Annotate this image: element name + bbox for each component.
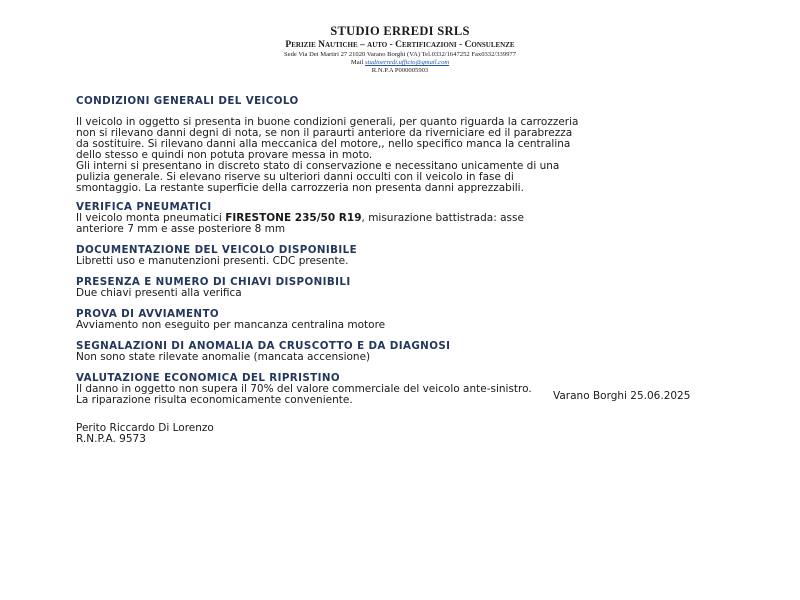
company-address: Sede Via Dei Martiri 27 21020 Varano Borghi (VA) Tel.0332/1647252 Fax0332/339977 [283, 51, 517, 58]
heading-anomalie: SEGNALAZIONI DI ANOMALIA DA CRUSCOTTO E DA DIAGNOSI [76, 340, 451, 352]
pneumatici-text [76, 213, 726, 235]
valutazione-line: La riparazione risulta economicamente conveniente. [76, 394, 353, 406]
signature-rnpa: R.N.P.A. 9573 [76, 433, 146, 445]
condizioni-line: Gli interni si presentano in discreto stato di conservazione e necessitano unicamente di una [76, 160, 560, 172]
anomalie-text: Non sono state rilevate anomalie (mancata accensione) [76, 351, 371, 363]
condizioni-line: dello stesso e quindi non potuta provare messa in moto. [76, 149, 373, 161]
condizioni-line: Il veicolo in oggetto si presenta in buone condizioni generali, per quanto riguarda la carrozzeria [76, 116, 579, 128]
letterhead [0, 24, 800, 75]
company-services: Perizie Nautiche – auto - Certificazioni - Consulenze [285, 40, 515, 50]
signature-name: Perito Riccardo Di Lorenzo [76, 422, 214, 434]
heading-condizioni: CONDIZIONI GENERALI DEL VEICOLO [76, 95, 299, 107]
report-body [76, 96, 726, 406]
mail-label: Mail [350, 59, 364, 66]
pneumatici-prefix: Il veicolo monta pneumatici [76, 212, 226, 224]
heading-avviamento: PROVA DI AVVIAMENTO [76, 308, 220, 320]
pneumatici-line: anteriore 7 mm e asse posteriore 8 mm [76, 223, 286, 235]
pneumatici-suffix: , misurazione battistrada: asse [361, 212, 524, 224]
condizioni-line: da sostituire. Si rilevano danni alla meccanica del motore,, nello specifico manca la centralina [76, 138, 571, 150]
documentazione-text: Libretti uso e manutenzioni presenti. CDC presente. [76, 255, 349, 267]
company-mail-line [0, 59, 800, 67]
condizioni-text [76, 117, 726, 194]
company-name: STUDIO ERREDI SRLS [330, 24, 470, 38]
condizioni-line: non si rilevano danni degni di nota, se non il paraurti anteriore da riverniciare ed il parabrezza [76, 127, 573, 139]
heading-valutazione: VALUTAZIONE ECONOMICA DEL RIPRISTINO [76, 372, 341, 384]
condizioni-line: smontaggio. La restante superficie della carrozzeria non presenta danni apprezzabili. [76, 182, 524, 194]
heading-chiavi: PRESENZA E NUMERO DI CHIAVI DISPONIBILI [76, 276, 351, 288]
chiavi-text: Due chiavi presenti alla verifica [76, 287, 242, 299]
heading-pneumatici: VERIFICA PNEUMATICI [76, 201, 212, 213]
company-rnpa: R.N.P.A P000005903 [371, 67, 429, 74]
valutazione-line: Il danno in oggetto non supera il 70% del valore commerciale del veicolo ante-sinistro. [76, 383, 532, 395]
report-date: Varano Borghi 25.06.2025 [553, 390, 691, 402]
avviamento-text: Avviamento non eseguito per mancanza centralina motore [76, 319, 386, 331]
mail-link[interactable]: studioerredi.ufficio@gmail.com [364, 59, 450, 66]
heading-documentazione: DOCUMENTAZIONE DEL VEICOLO DISPONIBILE [76, 244, 358, 256]
signature-block [76, 423, 214, 445]
condizioni-line: pulizia generale. Si elevano riserve su ulteriori danni occulti con il veicolo in fase di [76, 171, 514, 183]
tyre-model: FIRESTONE 235/50 R19 [225, 212, 362, 224]
